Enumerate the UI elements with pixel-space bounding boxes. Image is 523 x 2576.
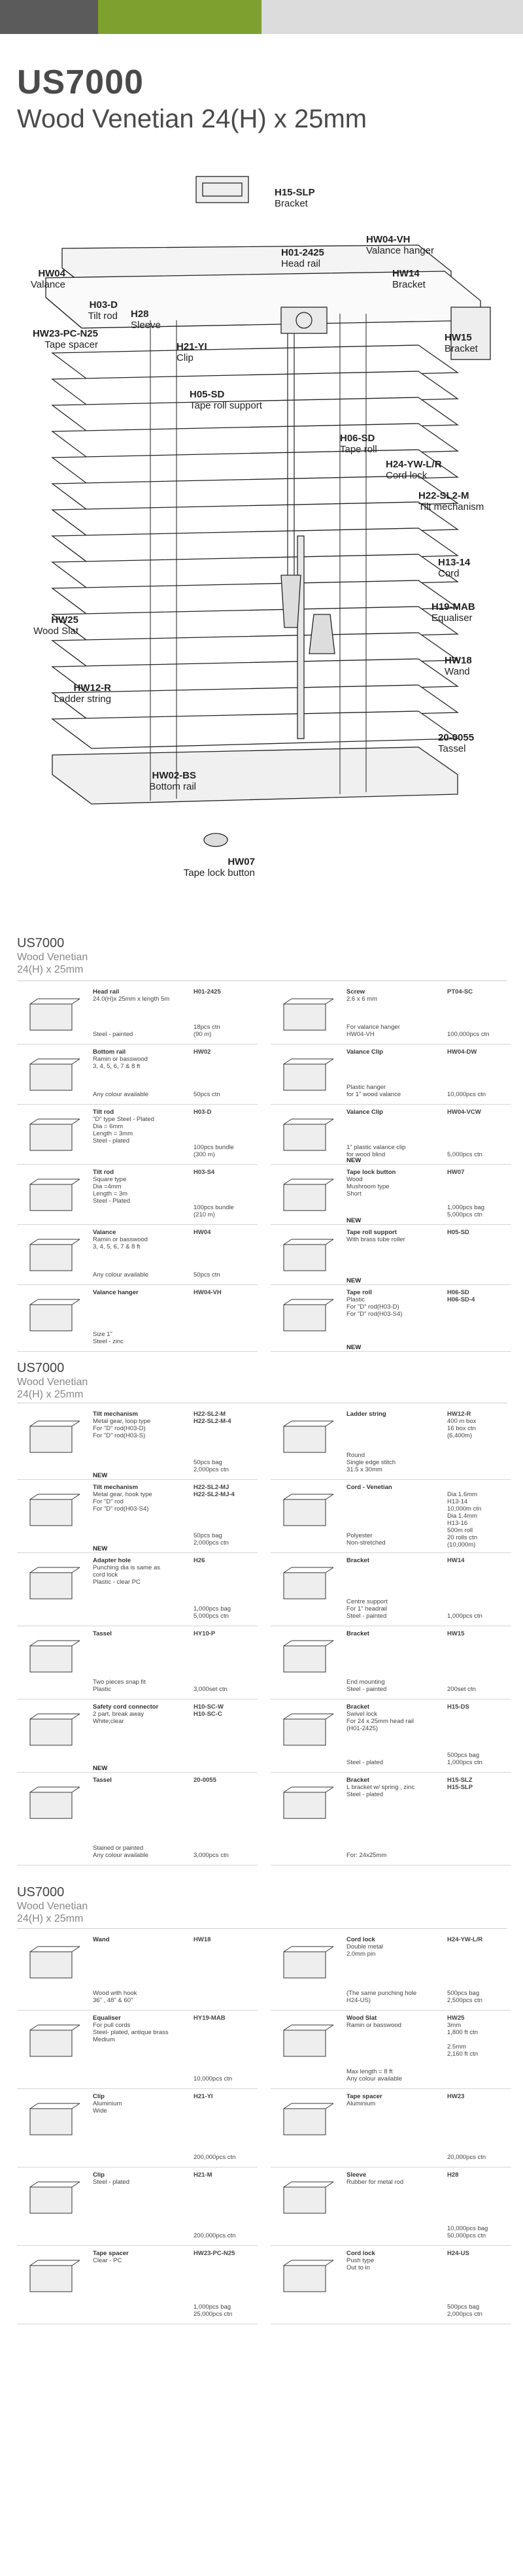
part-finish: 1" plastic valance clip for wood blind	[346, 1144, 406, 1158]
part-name: Cord - Venetian	[346, 1484, 392, 1491]
part-quantity: 1,000pcs bag 25,000pcs ctn	[194, 2303, 233, 2318]
part-quantity: 5,000pcs ctn	[447, 1151, 482, 1158]
callout-h01-2425: H01-2425 Head rail	[281, 247, 324, 269]
part-quantity: 100,000pcs ctn	[447, 1031, 490, 1038]
callout-hw04: HW04 Valance	[30, 268, 65, 290]
part-quantity: 200set ctn	[447, 1686, 476, 1693]
section-divider	[17, 1928, 507, 1929]
part-quantity: 1,000pcs bag 5,000pcs ctn	[447, 1204, 485, 1218]
part-description: "D" type Steel - Plated Dia = 6mm Length = 3mm Steel - plated	[93, 1116, 154, 1145]
part-card	[17, 1046, 262, 1105]
part-finish: (The same punching hole H24-US)	[346, 1990, 417, 2004]
part-name: Wood Slat	[346, 2015, 377, 2022]
row-divider	[271, 1552, 511, 1553]
row-divider	[17, 2088, 258, 2089]
part-code: HW04-VH	[194, 1289, 222, 1296]
tassel-2-icon	[18, 1779, 84, 1832]
part-description: Rubber for metal rod	[346, 2179, 404, 2186]
part-code: 20-0055	[194, 1777, 216, 1784]
part-quantity: 1,000pcs bag 5,000pcs ctn	[194, 1605, 231, 1620]
part-finish: Round Single edge stitch 31.5 x 30mm	[346, 1452, 396, 1473]
part-quantity: 18pcs ctn (90 m)	[194, 1024, 220, 1038]
part-code: H22-SL2-M H22-SL2-M-4	[194, 1411, 231, 1425]
row-divider	[17, 1351, 258, 1352]
part-card	[271, 1701, 515, 1773]
part-card	[271, 1046, 515, 1105]
part-description: Ramin or basswood 3, 4, 5, 6, 7 & 8 ft	[93, 1056, 148, 1070]
part-code: HY19-MAB	[194, 2015, 226, 2022]
new-badge: NEW	[93, 1765, 108, 1772]
part-code: HW23	[447, 2093, 465, 2100]
part-code: HW04-VCW	[447, 1109, 481, 1116]
part-card	[271, 1933, 515, 2011]
part-finish: For: 24x25mm	[346, 1852, 387, 1859]
part-quantity: 200,000pcs ctn	[194, 2154, 236, 2161]
new-badge: NEW	[93, 1472, 108, 1479]
part-finish: Any colour available	[93, 1091, 149, 1098]
equaliser-icon	[18, 2017, 84, 2069]
row-divider	[17, 2010, 258, 2011]
part-quantity: 3,000pcs ctn	[194, 1852, 229, 1859]
part-code: H05-SD	[447, 1229, 469, 1236]
part-description: L bracket w/ spring , zinc Steel - plated	[346, 1784, 415, 1798]
part-finish: Centre support For 1" headrail Steel - painted	[346, 1598, 388, 1620]
callout-hw04-vh: HW04-VH Valance hanger	[366, 234, 434, 256]
row-divider	[271, 2010, 511, 2011]
part-description: Swivel lock For 24 x 25mm head rail (H01-2425)	[346, 1711, 414, 1732]
part-spec: Dia 1.6mm H13-14 10,000m ctn Dia 1.4mm H13-16 500m roll 20 rolls ctn (10,000m)	[447, 1491, 482, 1548]
bar-green	[98, 0, 262, 34]
part-code: H15-SLZ H15-SLP	[447, 1777, 473, 1791]
part-description: Plastic For "D" rod(H03-D) For "D" rod(H03-S4)	[346, 1296, 403, 1318]
part-card	[17, 1106, 262, 1165]
part-card	[271, 1554, 515, 1626]
adapter-hole-icon	[18, 1560, 84, 1612]
part-finish: Steel - painted	[93, 1031, 133, 1038]
ladder-string-icon	[272, 1413, 337, 1465]
part-code: PT04-SC	[447, 988, 473, 995]
row-divider	[17, 1284, 258, 1285]
safety-cord-connector-icon	[18, 1706, 84, 1758]
callout-h22: H22-SL2-M Tilt mechanism	[418, 490, 484, 512]
part-description: 2.6 x 6 mm	[346, 995, 377, 1003]
part-card	[17, 1701, 262, 1773]
row-divider	[17, 1104, 258, 1105]
part-name: Safety cord connector	[93, 1703, 159, 1711]
row-divider	[17, 1772, 258, 1773]
new-badge: NEW	[346, 1344, 362, 1351]
clip-2-icon	[18, 2174, 84, 2226]
row-divider	[271, 1224, 511, 1225]
part-name: Bracket	[346, 1703, 369, 1711]
part-quantity: 500pcs bag 1,000pcs ctn	[447, 1752, 482, 1766]
part-quantity: 50pcs bag 2,000pcs ctn	[194, 1532, 229, 1547]
part-quantity: 50pcs ctn	[194, 1271, 220, 1279]
part-description: Metal gear, loop type For "D" rod(H03-D) For "D" rod(H03-S)	[93, 1418, 151, 1439]
page-title-code: US7000	[17, 63, 144, 101]
wand-icon	[18, 1939, 84, 1991]
part-card	[17, 2247, 262, 2324]
tilt-mechanism-hook-icon	[18, 1486, 84, 1539]
part-name: Wand	[93, 1936, 110, 1943]
row-divider	[271, 1772, 511, 1773]
part-card	[271, 1481, 515, 1553]
callout-20-0055: 20-0055 Tassel	[438, 732, 475, 754]
callout-h24: H24-YW-L/R Cord lock	[386, 459, 442, 481]
part-code: H24-YW-L/R	[447, 1936, 483, 1943]
part-card	[271, 1166, 515, 1225]
part-finish: Polyester Non-stretched	[346, 1532, 386, 1547]
tilt-rod-square-icon	[18, 1171, 84, 1224]
row-divider	[17, 2245, 258, 2246]
part-code: H01-2425	[194, 988, 221, 995]
bracket-end-icon	[272, 1633, 337, 1685]
sleeve-icon	[272, 2174, 337, 2226]
part-name: Tilt mechanism	[93, 1411, 138, 1418]
part-finish: Stained or painted Any colour available	[93, 1845, 149, 1859]
row-divider	[17, 1552, 258, 1553]
row-divider	[271, 1164, 511, 1165]
part-name: Valance Clip	[346, 1109, 383, 1116]
callout-h21-yi: H21-YI Clip	[177, 341, 207, 363]
part-name: Tape spacer	[93, 2250, 129, 2257]
part-quantity: 100pcs bundle (210 m)	[194, 1204, 234, 1218]
part-name: Bottom rail	[93, 1048, 126, 1056]
tilt-mechanism-icon	[18, 1413, 84, 1465]
part-name: Screw	[346, 988, 365, 995]
part-code: H21-M	[194, 2171, 212, 2179]
part-name: Tape lock button	[346, 1169, 396, 1176]
row-divider	[17, 1479, 258, 1480]
row-divider	[271, 1104, 511, 1105]
part-name: Clip	[93, 2093, 105, 2100]
part-description: For pull cords Steel- plated, antique brass Medium	[93, 2022, 169, 2043]
cord-spool-icon	[272, 1486, 337, 1539]
part-card	[17, 1286, 262, 1352]
part-finish: Steel - plated	[346, 1759, 383, 1766]
part-name: Tassel	[93, 1777, 112, 1784]
row-divider	[17, 1164, 258, 1165]
part-code: HW04	[194, 1229, 211, 1236]
tape-lock-button-icon	[272, 1171, 337, 1224]
part-card	[17, 2169, 262, 2246]
part-code: HW15	[447, 1630, 465, 1637]
cord-lock-push-icon	[272, 2252, 337, 2305]
part-code: HW04-DW	[447, 1048, 477, 1056]
callout-hw15: HW15 Bracket	[445, 332, 478, 354]
part-quantity: 10,000pcs ctn	[447, 1091, 486, 1098]
part-name: Tilt mechanism	[93, 1484, 138, 1491]
part-finish: Any colour available	[93, 1271, 149, 1279]
part-name: Cord lock	[346, 1936, 375, 1943]
bracket-centre-icon	[272, 1560, 337, 1612]
part-finish: Plastic hanger for 1" wood valance	[346, 1084, 401, 1098]
part-description: 24.0(H)x 25mm x length 5m	[93, 995, 170, 1003]
part-description: Double metal 2.0mm pin	[346, 1943, 383, 1958]
tassel-icon	[18, 1633, 84, 1685]
tape-spacer-clear-icon	[18, 2252, 84, 2305]
part-quantity: 3,000set ctn	[194, 1686, 228, 1693]
part-quantity: 20,000pcs ctn	[447, 2154, 486, 2161]
part-quantity: 100pcs bundle (300 m)	[194, 1144, 234, 1158]
part-name: Valance Clip	[346, 1048, 383, 1056]
l-bracket-icon	[272, 1779, 337, 1832]
part-card	[17, 1774, 262, 1865]
page-title-name: Wood Venetian 24(H) x 25mm	[17, 105, 367, 133]
part-description: Ramin or basswood	[346, 2022, 401, 2029]
part-code: HW07	[447, 1169, 465, 1176]
part-quantity: 200,000pcs ctn	[194, 2232, 236, 2239]
row-divider	[17, 1224, 258, 1225]
new-badge: NEW	[346, 1277, 362, 1284]
callout-h03-d: H03-D Tilt rod	[88, 299, 118, 322]
part-name: Tilt rod	[93, 1169, 114, 1176]
row-divider	[271, 1284, 511, 1285]
part-quantity: 10,000pcs bag 50,000pcs ctn	[447, 2225, 488, 2239]
part-name: Equaliser	[93, 2015, 121, 2022]
part-finish: End mounting Steel - painted	[346, 1679, 387, 1693]
tape-roll-support-icon	[272, 1231, 337, 1284]
part-name: Tape spacer	[346, 2093, 382, 2100]
part-card	[17, 2090, 262, 2167]
callout-h06-sd: H06-SD Tape roll	[340, 433, 377, 455]
top-color-bar	[0, 0, 523, 34]
part-name: Bracket	[346, 1557, 369, 1564]
bottom-rail-icon	[18, 1051, 84, 1103]
head-rail-icon	[18, 991, 84, 1043]
part-description: With brass tube roller	[346, 1236, 405, 1243]
callout-h05-sd: H05-SD Tape roll support	[190, 389, 262, 411]
clip-icon	[18, 2096, 84, 2148]
part-card	[17, 1408, 262, 1480]
part-description: Clear - PC	[93, 2257, 122, 2264]
tape-spacer-icon	[272, 2096, 337, 2148]
cord-lock-icon	[272, 1939, 337, 1991]
tilt-rod-icon	[18, 1111, 84, 1163]
row-divider	[271, 2088, 511, 2089]
part-name: Valance	[93, 1229, 116, 1236]
part-name: Tilt rod	[93, 1109, 114, 1116]
part-finish: Wood with hook 36" , 48" & 60"	[93, 1990, 137, 2004]
part-code: H28	[447, 2171, 459, 2179]
part-finish: Max length = 8 ft Any colour available	[346, 2068, 403, 2083]
part-card	[271, 2090, 515, 2167]
part-code: H06-SD H06-SD-4	[447, 1289, 475, 1303]
part-card	[271, 1628, 515, 1699]
part-description: Wood Mushroom type Short	[346, 1176, 390, 1197]
section-header-1: US7000 Wood Venetian 24(H) x 25mm	[17, 936, 88, 975]
callout-hw07: HW07 Tape lock button	[183, 856, 255, 878]
callout-h15-slp: H15-SLP Bracket	[275, 187, 315, 209]
part-code: H22-SL2-MJ H22-SL2-MJ-4	[194, 1484, 235, 1498]
part-description: 2 part, break away White;clear	[93, 1711, 144, 1725]
new-badge: NEW	[346, 1217, 362, 1224]
part-quantity: 50pcs ctn	[194, 1091, 220, 1098]
part-name: Sleeve	[346, 2171, 367, 2179]
part-code: HW23-PC-N25	[194, 2250, 235, 2257]
part-card	[271, 1774, 515, 1865]
bar-light	[262, 0, 523, 34]
part-code: HW14	[447, 1557, 465, 1564]
row-divider	[271, 1479, 511, 1480]
wood-slat-icon	[272, 2017, 337, 2069]
part-quantity: 50pcs bag 2,000pcs ctn	[194, 1459, 229, 1473]
part-description: Aluminium Wide	[93, 2100, 122, 2115]
valance-hanger-icon	[18, 1292, 84, 1344]
part-card	[17, 986, 262, 1045]
callout-hw02-bs: HW02-BS Bottom rail	[149, 770, 196, 792]
part-card	[271, 1226, 515, 1285]
callout-h28: H28 Sleeve	[131, 309, 161, 331]
row-divider	[17, 1044, 258, 1045]
part-description: Punching dia is same as cord lock Plastic - clear PC	[93, 1564, 160, 1586]
part-name: Tape roll support	[346, 1229, 397, 1236]
exploded-diagram	[0, 157, 523, 928]
part-name: Valance hanger	[93, 1289, 139, 1296]
callout-hw14: HW14 Bracket	[392, 268, 426, 290]
valance-clip-2-icon	[272, 1111, 337, 1163]
part-description: Push type Out to in	[346, 2257, 375, 2271]
part-name: Adapter hole	[93, 1557, 131, 1564]
callout-h13-14: H13-14 Cord	[438, 557, 471, 579]
row-divider	[271, 2245, 511, 2246]
part-card	[17, 2012, 262, 2089]
part-description: Square type Dia =4mm Length = 3m Steel - Plated	[93, 1176, 131, 1205]
part-code: HW02	[194, 1048, 211, 1056]
part-description: Steel - plated	[93, 2179, 129, 2186]
part-spec: 3mm 1,800 ft ctn 2.5mm 2,160 ft ctn	[447, 2022, 479, 2058]
callout-hw25: HW25 Wood Slat	[33, 614, 78, 637]
part-code: HW12-R	[447, 1411, 471, 1418]
part-card	[271, 1106, 515, 1165]
part-card	[17, 1226, 262, 1285]
row-divider	[271, 1351, 511, 1352]
part-name: Ladder string	[346, 1411, 386, 1418]
part-description: Aluminium	[346, 2100, 376, 2107]
part-name: Head rail	[93, 988, 120, 995]
part-code: H10-SC-W H10-SC-C	[194, 1703, 224, 1718]
row-divider	[271, 1044, 511, 1045]
screw-icon	[272, 991, 337, 1043]
part-quantity: 10,000pcs ctn	[194, 2075, 233, 2083]
part-name: Tassel	[93, 1630, 112, 1637]
section-header-2: US7000 Wood Venetian 24(H) x 25mm	[17, 1361, 88, 1400]
valance-icon	[18, 1231, 84, 1284]
part-name: Clip	[93, 2171, 105, 2179]
callout-hw18: HW18 Wand	[445, 655, 472, 677]
new-badge: NEW	[346, 1157, 362, 1164]
part-card	[271, 2012, 515, 2089]
valance-clip-icon	[272, 1051, 337, 1103]
part-quantity: 1,000pcs ctn	[447, 1613, 482, 1620]
part-finish: For valance hanger HW04-VH	[346, 1024, 400, 1038]
part-card	[17, 1933, 262, 2011]
callout-hw23: HW23-PC-N25 Tape spacer	[32, 328, 98, 350]
part-card	[271, 1408, 515, 1480]
callout-hw12: HW12-R Ladder string	[54, 682, 111, 705]
part-spec: 400 m box 16 box ctn (6,400m)	[447, 1418, 477, 1439]
part-code: HW25	[447, 2015, 465, 2022]
part-card	[17, 1628, 262, 1699]
section-header-3: US7000 Wood Venetian 24(H) x 25mm	[17, 1885, 88, 1924]
part-finish: Size 1" Steel - zinc	[93, 1331, 124, 1345]
part-card	[271, 986, 515, 1045]
part-name: Bracket	[346, 1777, 369, 1784]
part-card	[271, 1286, 515, 1352]
part-quantity: 500pcs bag 2,000pcs ctn	[447, 2303, 482, 2318]
part-code: H03-S4	[194, 1169, 215, 1176]
part-code: HW18	[194, 1936, 211, 1943]
part-card	[271, 2247, 515, 2324]
tape-roll-icon	[272, 1292, 337, 1344]
blind-drawing	[0, 157, 523, 928]
part-name: Cord lock	[346, 2250, 375, 2257]
part-card	[271, 2169, 515, 2246]
new-badge: NEW	[93, 1545, 108, 1552]
part-description: Ramin or basswood 3, 4, 5, 6, 7 & 8 ft	[93, 1236, 148, 1250]
part-code: H21-YI	[194, 2093, 213, 2100]
part-name: Bracket	[346, 1630, 369, 1637]
section-divider	[17, 980, 507, 981]
part-code: HY10-P	[194, 1630, 216, 1637]
bar-dark	[0, 0, 98, 34]
part-code: H03-D	[194, 1109, 212, 1116]
part-code: H24-US	[447, 2250, 469, 2257]
swivel-bracket-icon	[272, 1706, 337, 1758]
part-finish: Two pieces snap fit Plastic	[93, 1679, 146, 1693]
part-description: Metal gear, hook type For "D" rod For "D" rod(H03-S4)	[93, 1491, 152, 1513]
part-card	[17, 1166, 262, 1225]
part-quantity: 500pcs bag 2,500pcs ctn	[447, 1990, 482, 2004]
part-code: H15-DS	[447, 1703, 469, 1711]
part-code: H26	[194, 1557, 205, 1564]
part-card	[17, 1554, 262, 1626]
callout-h19: H19-MAB Equaliser	[431, 601, 475, 624]
part-name: Tape roll	[346, 1289, 372, 1296]
part-card	[17, 1481, 262, 1553]
